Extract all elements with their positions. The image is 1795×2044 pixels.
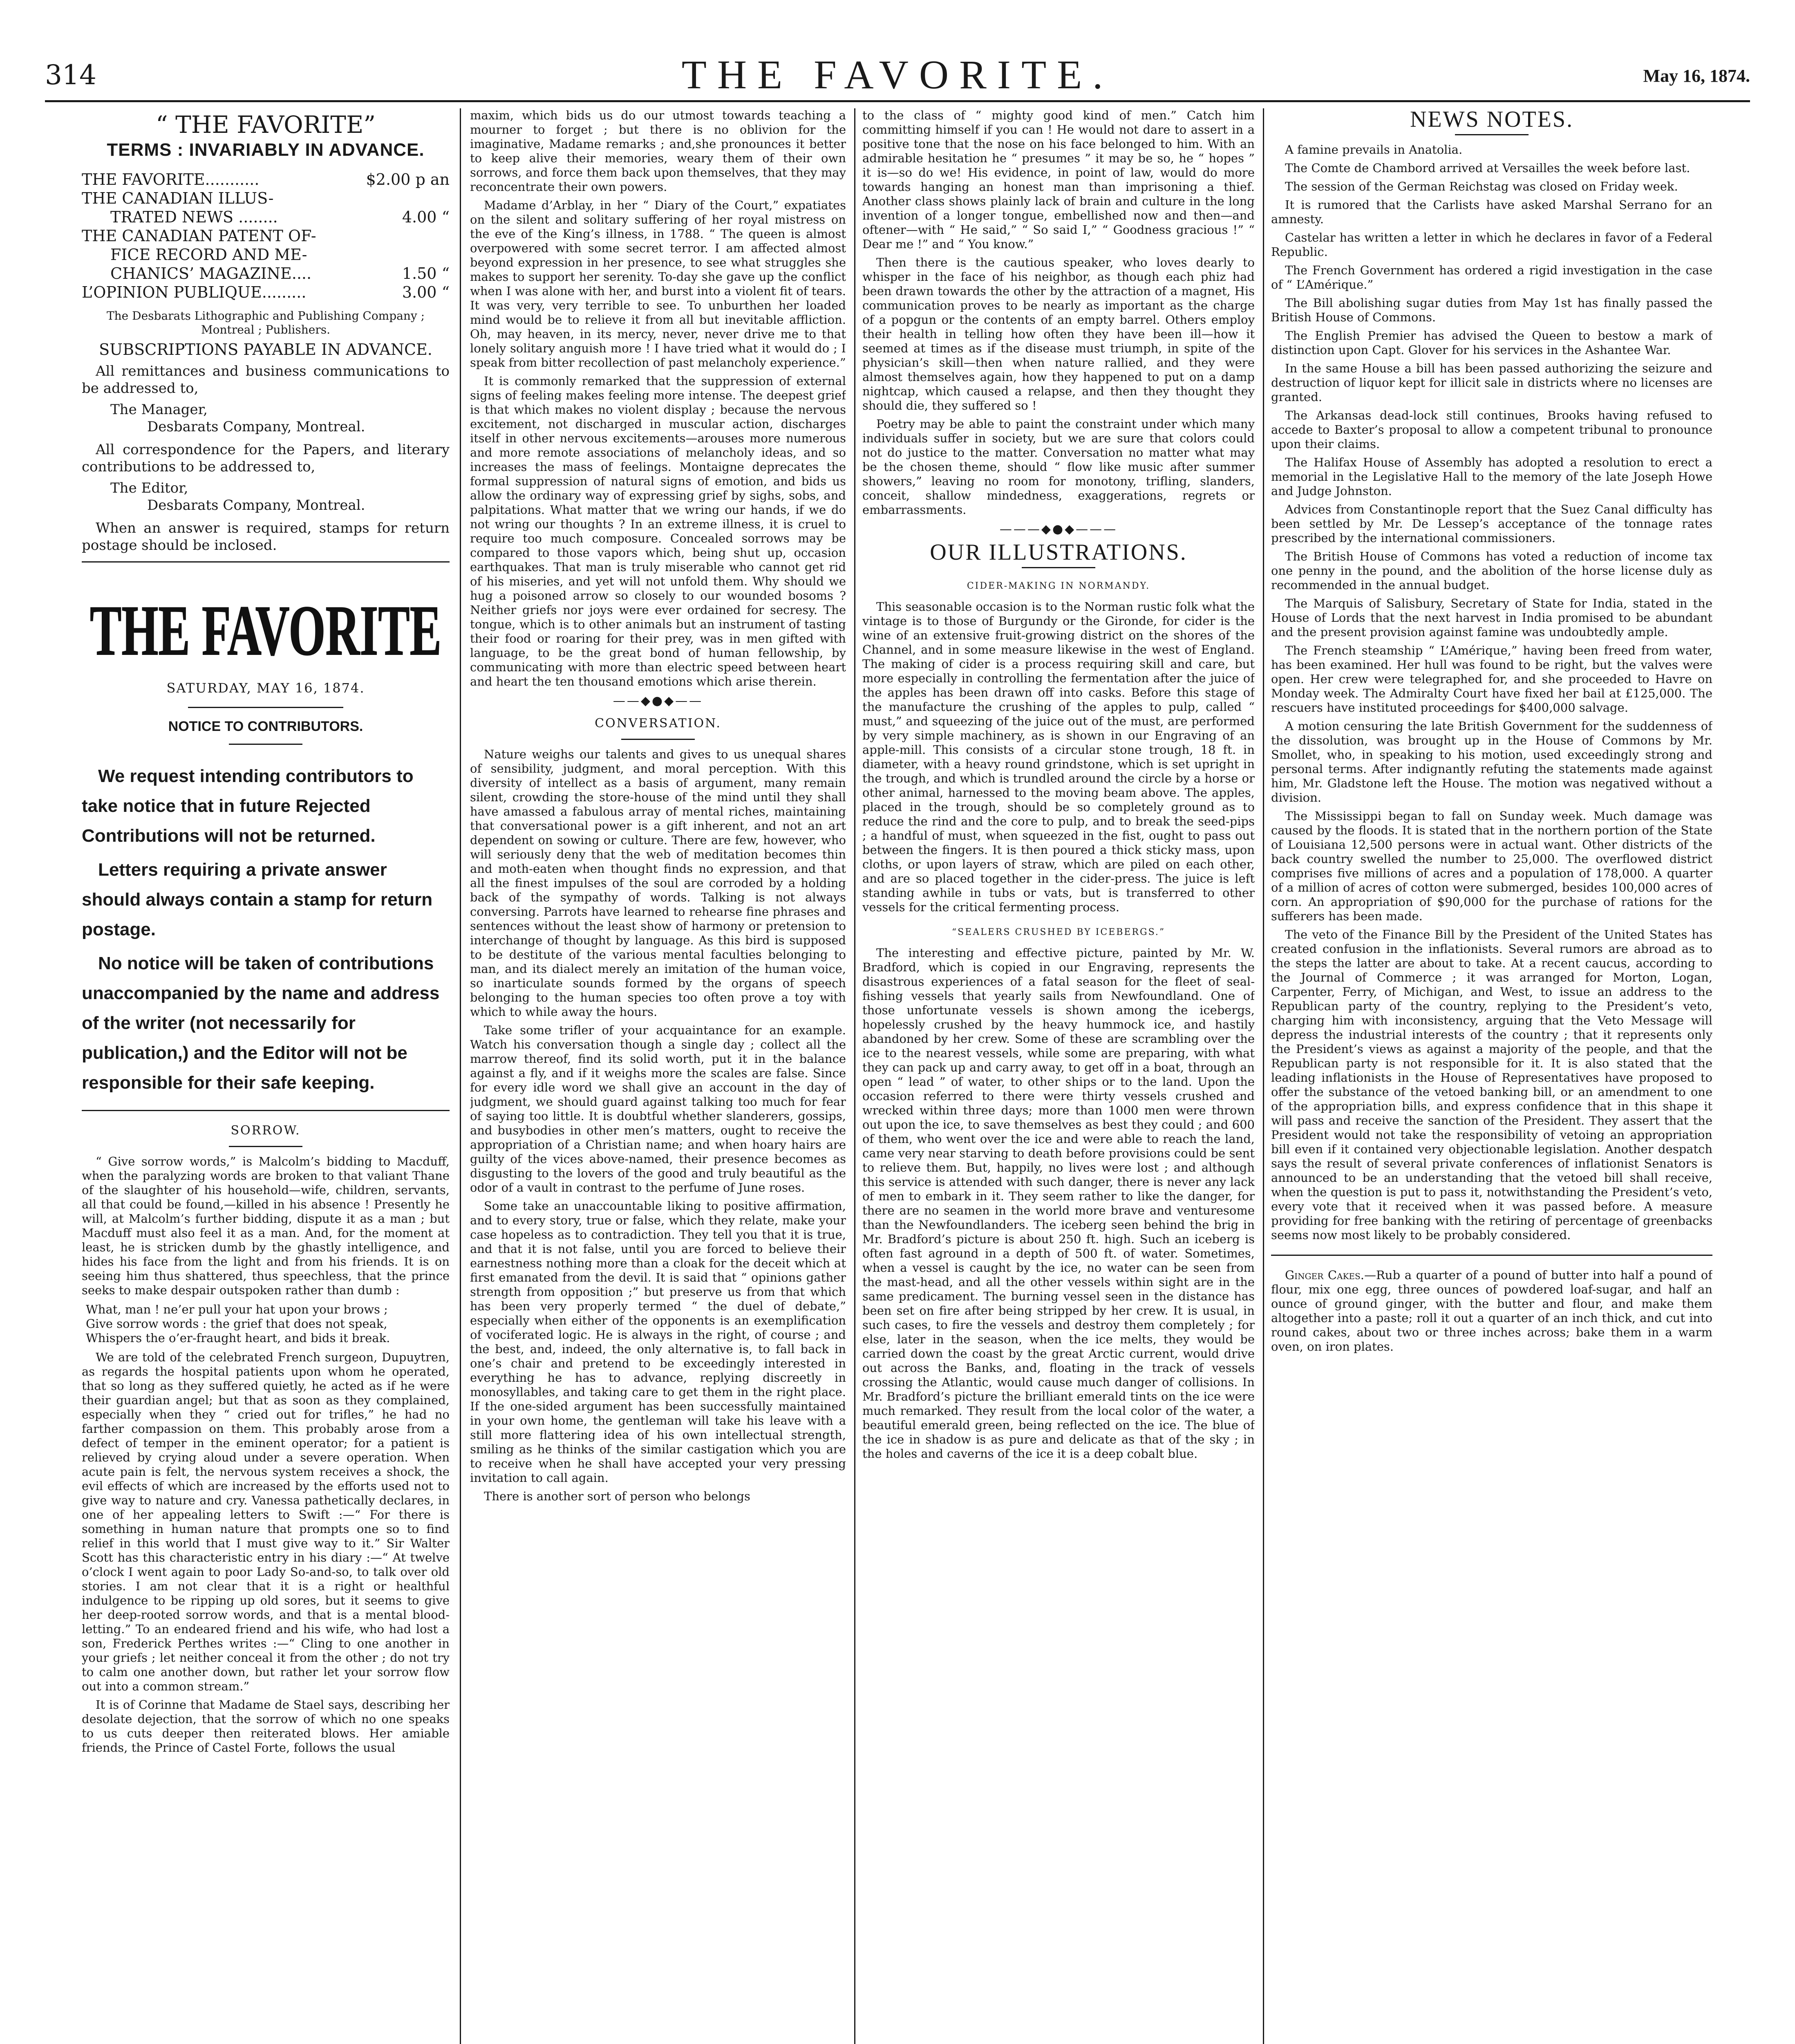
news-item: Castelar has written a letter in which he declares in favor of a Federal Republic.: [1271, 231, 1712, 259]
notice-paragraph: Letters requiring a private answer should always contain a stamp for return postage.: [82, 860, 433, 939]
article-paragraph: Madame d’Arblay, in her “ Diary of the Court,” expatiates on the silent and solitary suffering of her royal mistress on the eve of the King’s illness, in 1788. “ The queen is almost overpowered with some secret terror. I am affected almost beyond expression in her presence, to see what struggles she makes to support her serenity. To-day she gave up the conflict when I was alone with her, and burst into a violent fit of tears. It was very, very terrible to see. To unburthen her loaded mind would be to relieve it from all but inevitable affliction. Oh, may heaven, in its mercy, never, never drive me to that lonely solitary anguish more ! I have tried what it would do ; I speak from bitter recollection of past melancholy experience.”: [470, 198, 846, 370]
recipe-text: —Rub a quarter of a pound of butter into half a pound of flour, mix one egg, three ounces of powdered loaf-sugar, and half an ounce of ground ginger, with the butter and flour, and make them altogether into a paste; roll it out a quarter of an inch thick, and cut into round cakes, about two or three inches across; bake them in a warm oven, on iron plates.: [1271, 1268, 1712, 1354]
article-paragraph: maxim, which bids us do our utmost towards teaching a mourner to forget ; but there is no oblivion for the imaginative, Madame remarks ; and,she pronounces it better to keep alive their memories, weary them of their own sorrows, and force them back upon themselves, that they may reconcentrate their own powers.: [470, 108, 846, 194]
logo-text: THE FAVORITE: [90, 591, 441, 669]
rate-price: 1.50 “: [402, 264, 450, 282]
separator-rule: [188, 707, 343, 708]
company-line: Desbarats Company, Montreal.: [147, 497, 365, 513]
verse-line: What, man ! ne’er pull your hat upon your brows ;: [86, 1302, 388, 1316]
heading-rule: [1455, 134, 1529, 135]
news-item: The Mississippi began to fall on Sunday week. Much damage was caused by the floods. It is stated that in the northern portion of the State of Louisiana 12,500 persons were in actual want. Other districts of the back country swelled the number to 25,000. The overflowed district comprises five millions of acres and a population of 178,000. A quarter of a million of acres of cotton were submerged, besides 100,000 acres of corn. An appropriation of $90,000 for the purchase of rations for the sufferers has been made.: [1271, 809, 1712, 923]
article-paragraph: to the class of “ mighty good kind of men.” Catch him committing himself if you can ! He would not dare to assert in a positive tone that the nose on his face belonged to him. With an admirable hesitation he “ presumes ” it may be so, he “ hopes ” it is—so do we! His evidence, in point of law, would do more towards hanging an honest man than imprisoning a thief. Another class shows plainly lack of brain and culture in the long invention of a longer tongue, embellished now and then—and oftener—with “ He said,” “ So said I,” “ Goodness gracious !” “ Dear me !” and “ You know.”: [862, 108, 1255, 251]
news-item: The Marquis of Salisbury, Secretary of State for India, stated in the House of Lords that the next harvest in India promised to be abundant and the present provision against famine was undoubtedly ample.: [1271, 596, 1712, 639]
ginger-cakes-recipe: [1271, 1268, 1712, 1354]
article-paragraph: “ Give sorrow words,” is Malcolm’s bidding to Macduff, when the paralyzing words are broken to that valiant Thane of the slaughter of his household—wife, children, servants, all that could be found,—killed in his absence ! Presently he will, at Malcolm’s further bidding, dispute it as a man ; but Macduff must also feel it as a man. And, for the moment at least, he is stricken dumb by the ghastly intelligence, and hides his face from the light and from his friends. It is on seeing him thus shattered, thus speechless, that the prince seeks to make despair outspoken rather than dumb :: [82, 1154, 450, 1297]
article-paragraph: Poetry may be able to paint the constraint under which many individuals suffer in society, but we are sure that colors could not do justice to the matter. Conversation no matter what may be the chosen theme, should “ flow like music after summer showers,” leaving no room for monotony, trifling, slanders, conceit, shallow mindedness, exaggerations, regrets or embarrassments.: [862, 417, 1255, 517]
news-item: The British House of Commons has voted a reduction of income tax one penny in the pound, and the abolition of the horse license duly as recommended in the annual budget.: [1271, 549, 1712, 592]
issue-day-line: SATURDAY, MAY 16, 1874.: [166, 680, 365, 696]
article-paragraph: It is commonly remarked that the suppression of external signs of feeling makes feeling more intense. The deepest grief is that which makes no violent display ; because the nervous excitement, not discharged in muscular action, discharges itself in other nervous excitements—arouses more numerous and more remote associations of melancholy ideas, and so increases the mass of feelings. Montaigne deprecates the formal suppression of natural signs of emotion, and bids us allow the ordinary way of expressing grief by sighs, sobs, and palpitations. What matter that we wring our hands, if we do not wring our thoughts ? In an extreme illness, it is cruel to require too much composure. Concealed sorrows may be compared to those vapors which, being shut up, occasion earthquakes. That man is truly miserable who cannot get rid of his miseries, and yet will not unfold them. Why should we hug a poisoned arrow so closely to our wounded bosoms ? Neither griefs nor joys were ever ordained for secresy. The tongue, which is to other animals but an instrument of tasting their food or roaring for their prey, was in men gifted with language, to be the great bond of human fellowship, by communicating with more than electric speed between heart and heart the ten thousand emotions which arise therein.: [470, 374, 846, 688]
news-item: The Arkansas dead-lock still continues, Brooks having refused to accede to Baxter’s proposal to allow a competent tribunal to pronounce upon their claims.: [1271, 408, 1712, 451]
rate-row: [82, 189, 450, 208]
notice-heading: NOTICE TO CONTRIBUTORS.: [168, 719, 363, 734]
news-item: It is rumored that the Carlists have asked Marshal Serrano for an amnesty.: [1271, 198, 1712, 226]
notice-to-contributors: [82, 761, 450, 1098]
article-paragraph: We are told of the celebrated French surgeon, Dupuytren, as regards the hospital patients upon whom he operated, that so long as they suffered quietly, he acted as if he were their guardian angel; but that as soon as they complained, especially when they “ cried out for trifles,” he had no farther compassion on them. This probably arose from a defect of temper in the eminent operator; for a patient is relieved by crying aloud under a severe operation. When acute pain is felt, the nervous system receives a shock, the evil effects of which are increased by the efforts used not to give way to nature and cry. Vanessa pathetically declares, in one of her appealing letters to Swift :—“ For there is something in human nature that prompts one so to find relief in this world that I must give way to it.” Sir Walter Scott has this characteristic entry in his diary :—“ At twelve o’clock I went again to poor Lady So-and-so, to talk over old stories. I am not clear that it is a right or healthful indulgence to be ripping up old sores, but it seems to give her deep-rooted sorrow words, and that is a mental blood-letting.” To an endeared friend and his wife, who had lost a son, Frederick Perthes writes :—“ Cling to one another in your griefs ; let neither conceal it from the other ; do not try to calm one another down, but rather let your sorrow flow out into a common stream.”: [82, 1350, 450, 1693]
notice-paragraph: No notice will be taken of contributions unaccompanied by the name and address of the writer (not necessarily for publication,) and the Editor will not be responsible for their safe keeping.: [82, 953, 440, 1093]
separator-rule: [1271, 1255, 1712, 1256]
rate-row: [82, 226, 450, 245]
column-3: [862, 108, 1255, 2044]
sorrow-heading: SORROW.: [231, 1123, 301, 1138]
article-paragraph: Then there is the cautious speaker, who loves dearly to whisper in the face of his neighbor, as though each phiz had been drawn towards the other by the attraction of a magnet, His communication proves to be nearly as important as the charge of a popgun or the contents of an empty barrel. Others employ their health in telling how often they have been ill—how it seemed at times as if the disease must triumph, in spite of the physician’s skill—then when nature rallied, and they were almost themselves again, how they happened to put on a damp nightcap, which caused a relapse, and then they thought they should die, they suffered so !: [862, 256, 1255, 412]
favorite-header: “ THE FAVORITE”: [155, 111, 376, 139]
cider-heading: CIDER-MAKING IN NORMANDY.: [967, 581, 1150, 591]
masthead-rule: [45, 100, 1750, 102]
news-item: A motion censuring the late British Government for the suddenness of the dissolution, was brought up in the House of Commons by Mr. Smollet, who, in speaking to his motion, used exceedingly strong and personal terms. After indignantly refuting the statements made against him, Mr. Gladstone left the House. The motion was negatived without a division.: [1271, 719, 1712, 805]
masthead: [45, 51, 1750, 100]
illustrations-heading: OUR ILLUSTRATIONS.: [930, 540, 1187, 565]
rate-name: THE CANADIAN PATENT OF-: [82, 227, 316, 245]
article-paragraph: Take some trifler of your acquaintance for an example. Watch his conversation though a single day ; collect all the marrow thereof, find its solid worth, put it in the balance against a fly, and if it weighs more the scales are false. Since for every idle word we shall give an account in the day of judgment, we should guard against talking too much for fear of saying too little. It is doubtful whether slanderers, gossips, and busybodies in other men’s matters, ought to receive the appropriation of a Christian name; and when hoary hairs are guilty of the vices above-named, their presence becomes as disgusting to the lovers of the good and truly beautiful as the odor of a vault in contrast to the perfume of June roses.: [470, 1023, 846, 1195]
article-paragraph: Some take an unaccountable liking to positive affirmation, and to every story, true or false, which they relate, make your case hopeless as to contradiction. They tell you that it is true, and that it is not false, until you are forced to believe their earnestness nothing more than a cloak for the deceit which at first emanated from the devil. It is said that “ opinions gather strength from opposition ;” but preserve us from that which has been very properly termed “ the duel of debate,” especially when either of the opponents is an exemplification of vociferated logic. He is always in the right, of course ; and the best, and, indeed, the only alternative is, to fall back in one’s chair and pretend to be exceedingly interested in everything he has to advance, replying discreetly in monosyllables, and taking care to get them in the right place. If the one-sided argument has been successfully maintained in your own home, the gentleman will take his leave with a still more flattering idea of his own intellectual strength, smiling as he thinks of the similar castigation which you are to receive when he shall have accepted your very pressing invitation to call again.: [470, 1199, 846, 1485]
correspondence-text: All correspondence for the Papers, and literary contributions to be addressed to,: [82, 442, 450, 475]
rate-name: CHANICS’ MAGAZINE....: [110, 264, 312, 282]
recipe-title: Ginger Cakes.: [1285, 1268, 1364, 1282]
favorite-logo: [82, 587, 450, 669]
rate-name: FICE RECORD AND ME-: [110, 246, 307, 264]
article-paragraph: The interesting and effective picture, painted by Mr. W. Bradford, which is copied in our Engraving, represents the disastrous experiences of a fatal season for the fleet of seal-fishing vessels that yearly sails from Newfoundland. One of those unfortunate vessels is shown among the icebergs, hopelessly crushed by the heavy hummock ice, and hastily abandoned by her crew. Some of these are scrambling over the ice to the nearest vessels, while some are preparing, with what they can pack up and carry away, to get off in a boat, through an open “ lead ” of water, to other ships or to the land. Upon the occasion referred to there were thirty vessels crushed and wrecked within three days; more than 1000 men were thrown out upon the ice, to save themselves as best they could ; and 600 of them, who went over the ice and were able to reach the land, came very near starving to death before provisions could be sent to relieve them. But, happily, no lives were lost ; and although this service is attended with such danger, there is never any lack of men to embark in it. They seem rather to like the danger, for there are no seamen in the world more brave and venturesome than the Newfoundlanders. The iceberg seen behind the brig in Mr. Bradford’s picture is about 250 ft. high. Such an iceberg is often fast aground in a depth of 500 ft. of water. Sometimes, when a vessel is caught by the ice, no water can be seen from the mast-head, and all the other vessels within sight are in the same predicament. The burning vessel seen in the distance has been set on fire after being stripped by her crew. It is usual, in such cases, to fire the vessels and destroy them completely ; for else, later in the season, when the ice melts, they would be carried down the coast by the great Arctic current, would drive out across the Banks, and, floating in the track of vessels crossing the Atlantic, would cause much danger of collisions. In Mr. Bradford’s picture the brilliant emerald tints on the ice were much remarked. They result from the local color of the water, a beautiful emerald green, being reflected on the ice. The blue of the ice in shadow is as pure and delicate as that of the sky ; in the holes and caverns of the ice it is a deep cobalt blue.: [862, 946, 1255, 1461]
heading-rule: [229, 1146, 302, 1147]
issue-date: May 16, 1874.: [1643, 66, 1750, 86]
news-item: Advices from Constantinople report that the Suez Canal difficulty has been settled by Mr. De Lessep’s acceptance of the tonnage rates prescribed by the international commissioners.: [1271, 502, 1712, 545]
conversation-heading: CONVERSATION.: [595, 716, 721, 731]
separator-rule: [82, 561, 450, 563]
notice-paragraph: We request intending contributors to take notice that in future Rejected Contributions will not be returned.: [82, 766, 414, 846]
rate-row: [82, 170, 450, 189]
ornamental-separator: ———◆●◆———: [999, 522, 1118, 536]
terms-heading: TERMS : INVARIABLY IN ADVANCE.: [107, 140, 425, 160]
separator-rule: [229, 744, 302, 745]
rate-row: [82, 264, 450, 283]
manager-line: The Manager,: [110, 401, 208, 418]
publishers-line: The Desbarats Lithographic and Publishing Company ; Montreal ; Publishers.: [106, 309, 425, 336]
page-number: 314: [45, 59, 96, 91]
column-divider: [854, 108, 855, 2044]
news-notes-heading: NEWS NOTES.: [1410, 108, 1574, 132]
news-item: In the same House a bill has been passed authorizing the seizure and destruction of liquor kept for illicit sale in districts where no licenses are granted.: [1271, 361, 1712, 404]
newspaper-title: THE FAVORITE.: [681, 52, 1114, 97]
remittance-block: [82, 363, 450, 435]
article-paragraph: It is of Corinne that Madame de Stael says, describing her desolate dejection, that the sorrow of which no one speaks to us cuts deeper then reiterated blows. Her amiable friends, the Prince of Castel Forte, follows the usual: [82, 1698, 450, 1755]
rate-name: THE FAVORITE...........: [82, 170, 260, 188]
news-item: The Comte de Chambord arrived at Versailles the week before last.: [1285, 161, 1690, 175]
stamps-block: [82, 520, 450, 554]
separator-rule: [82, 1110, 450, 1111]
article-paragraph: Nature weighs our talents and gives to us unequal shares of sensibility, judgment, and moral perception. With this diversity of intellect as a basis of argument, many remain silent, crowding the store-house of the mind until they shall have amassed a fabulous array of mental riches, maintaining that conversational power is a gift inherent, and not an art dependent on sowing or culture. There are few, however, who will seriously deny that the web of meditation becomes thin and moth-eaten when thought finds no expression, and that all the finest impulses of the soul are corroded by a holding back of the sympathy of words. Talking is not always conversing. Parrots have learned to rehearse fine phrases and sentences without the least show of harmony or pretension to interchange of thought by language. As this bird is supposed to be destitute of the various mental faculties belonging to man, and its dialect merely an imitation of the human voice, so inarticulate sounds formed by the organs of speech belonging to the human species too often prove a toy with which to while away the hours.: [470, 747, 846, 1019]
ornamental-separator: ——◆●◆——: [613, 694, 703, 708]
rate-name: THE CANADIAN ILLUS-: [82, 189, 274, 207]
rate-name: L’OPINION PUBLIQUE.........: [82, 283, 307, 301]
column-1: [82, 108, 450, 2044]
rate-price: 3.00 “: [402, 283, 450, 301]
article-paragraph: This seasonable occasion is to the Norman rustic folk what the vintage is to those of Burgundy or the Gironde, for cider is the wine of an extensive fruit-growing district on the shores of the Channel, and in some measure likewise in the west of England. The making of cider is a process requiring skill and care, but more especially in controlling the fermentation after the juice of the apples has been drawn off into casks. Before this stage of the manufacture the crushing of the apples to pulp, called “ must,” and squeezing of the juice out of the must, are performed by very simple machinery, as is shown in our Engraving of an apple-mill. This consists of a circular stone trough, 18 ft. in diameter, with a heavy round grindstone, which is set upright in the trough, and which is trundled around the circle by a horse or other animal, harnessed to the moving beam above. The apples, placed in the trough, should be so completely ground as to reduce the rind and the core to pulp, and to break the seed-pips ; a handful of must, when squeezed in the fist, ought to pass out between the fingers. It is then poured a thick sticky mass, upon cloths, or upon layers of straw, which are piled on each other, and are so placed together in the cider-press. The juice is left standing awhile in tubs or vats, but is transferred to other vessels for the critical fermenting process.: [862, 600, 1255, 914]
column-4: [1271, 108, 1712, 2044]
verse-quote: [82, 1302, 450, 1345]
news-item: The French Government has ordered a rigid investigation in the case of “ L’Amérique.”: [1271, 263, 1712, 291]
verse-line: Whispers the o’er-fraught heart, and bids it break.: [86, 1331, 390, 1345]
news-item: The English Premier has advised the Queen to bestow a mark of distinction upon Capt. Glover for his services in the Ashantee War.: [1271, 329, 1712, 357]
remittance-text: All remittances and business communications to be addressed to,: [82, 363, 450, 397]
editor-line: The Editor,: [110, 480, 188, 496]
article-paragraph: There is another sort of person who belongs: [484, 1489, 750, 1503]
news-item: The session of the German Reichstag was closed on Friday week.: [1285, 179, 1678, 193]
rate-row: [82, 283, 450, 302]
rate-price: 4.00 “: [402, 208, 450, 226]
stamps-text: When an answer is required, stamps for return postage should be inclosed.: [82, 520, 450, 554]
rate-price: $2.00 p an: [366, 170, 450, 188]
correspondence-block: [82, 441, 450, 514]
rate-name: TRATED NEWS ........: [110, 208, 278, 226]
news-item: The Bill abolishing sugar duties from May 1st has finally passed the British House of Commons.: [1271, 296, 1712, 324]
rate-row: [82, 208, 450, 226]
subscriptions-line: SUBSCRIPTIONS PAYABLE IN ADVANCE.: [99, 341, 432, 359]
column-divider: [1263, 108, 1264, 2044]
news-item: The Halifax House of Assembly has adopted a resolution to erect a memorial in the Legislative Hall to the memory of the late Joseph Howe and Judge Johnston.: [1271, 455, 1712, 498]
heading-rule: [1022, 567, 1095, 568]
subscription-rates: [82, 170, 450, 302]
news-item: The veto of the Finance Bill by the President of the United States has created confusion in the inflationists. Several rumors are abroad as to the steps the latter are about to take. At a recent caucus, according to the Journal of Commerce ; it was arranged for Morton, Logan, Carpenter, Ferry, of Michigan, and West, to issue an address to the Republican party of the country, replying to the President’s veto, charging him with inconsistency, arguing that the Veto Message will depress the industrial interests of the country ; that it represents only the President’s views as against a majority of the people, and that the Republican party is not responsible for it. It is also stated that the leading inflationists in the House of Representatives have proposed to offer the substance of the vetoed banking bill, or an amendment to one of the appropriation bills, and express confidence that in this shape it will pass and receive the sanction of the President. They assert that the President would not take the responsibility of vetoing an appropriation bill even if it contained very objectionable legislation. Another despatch says the result of several private conferences of inflationist Senators is announced to be an understanding that the vetoed bill shall receive, when the question is put to pass it, notwithstanding the President’s veto, every vote that it received when it was passed before. A measure providing for free banking with the retiring of percentage of greenbacks seems now most likely to be probably considered.: [1271, 928, 1712, 1242]
column-divider: [460, 108, 461, 2044]
sealers-heading: “SEALERS CRUSHED BY ICEBERGS.”: [951, 927, 1166, 937]
rate-row: [82, 245, 450, 264]
news-item: The French steamship “ L’Amérique,” having been freed from water, has been examined. Her hull was found to be right, but the valves were open. Her crew were telegraphed for, and she proceeded to Havre on Monday week. The Admiralty Court have fixed her bail at £125,000. The rescuers have instituted proceedings for $400,000 salvage.: [1271, 643, 1712, 715]
company-line: Desbarats Company, Montreal.: [147, 419, 365, 435]
news-item: A famine prevails in Anatolia.: [1285, 143, 1463, 157]
verse-line: Give sorrow words : the grief that does not speak,: [86, 1317, 387, 1331]
heading-rule: [621, 739, 695, 740]
column-2: [470, 108, 846, 2044]
